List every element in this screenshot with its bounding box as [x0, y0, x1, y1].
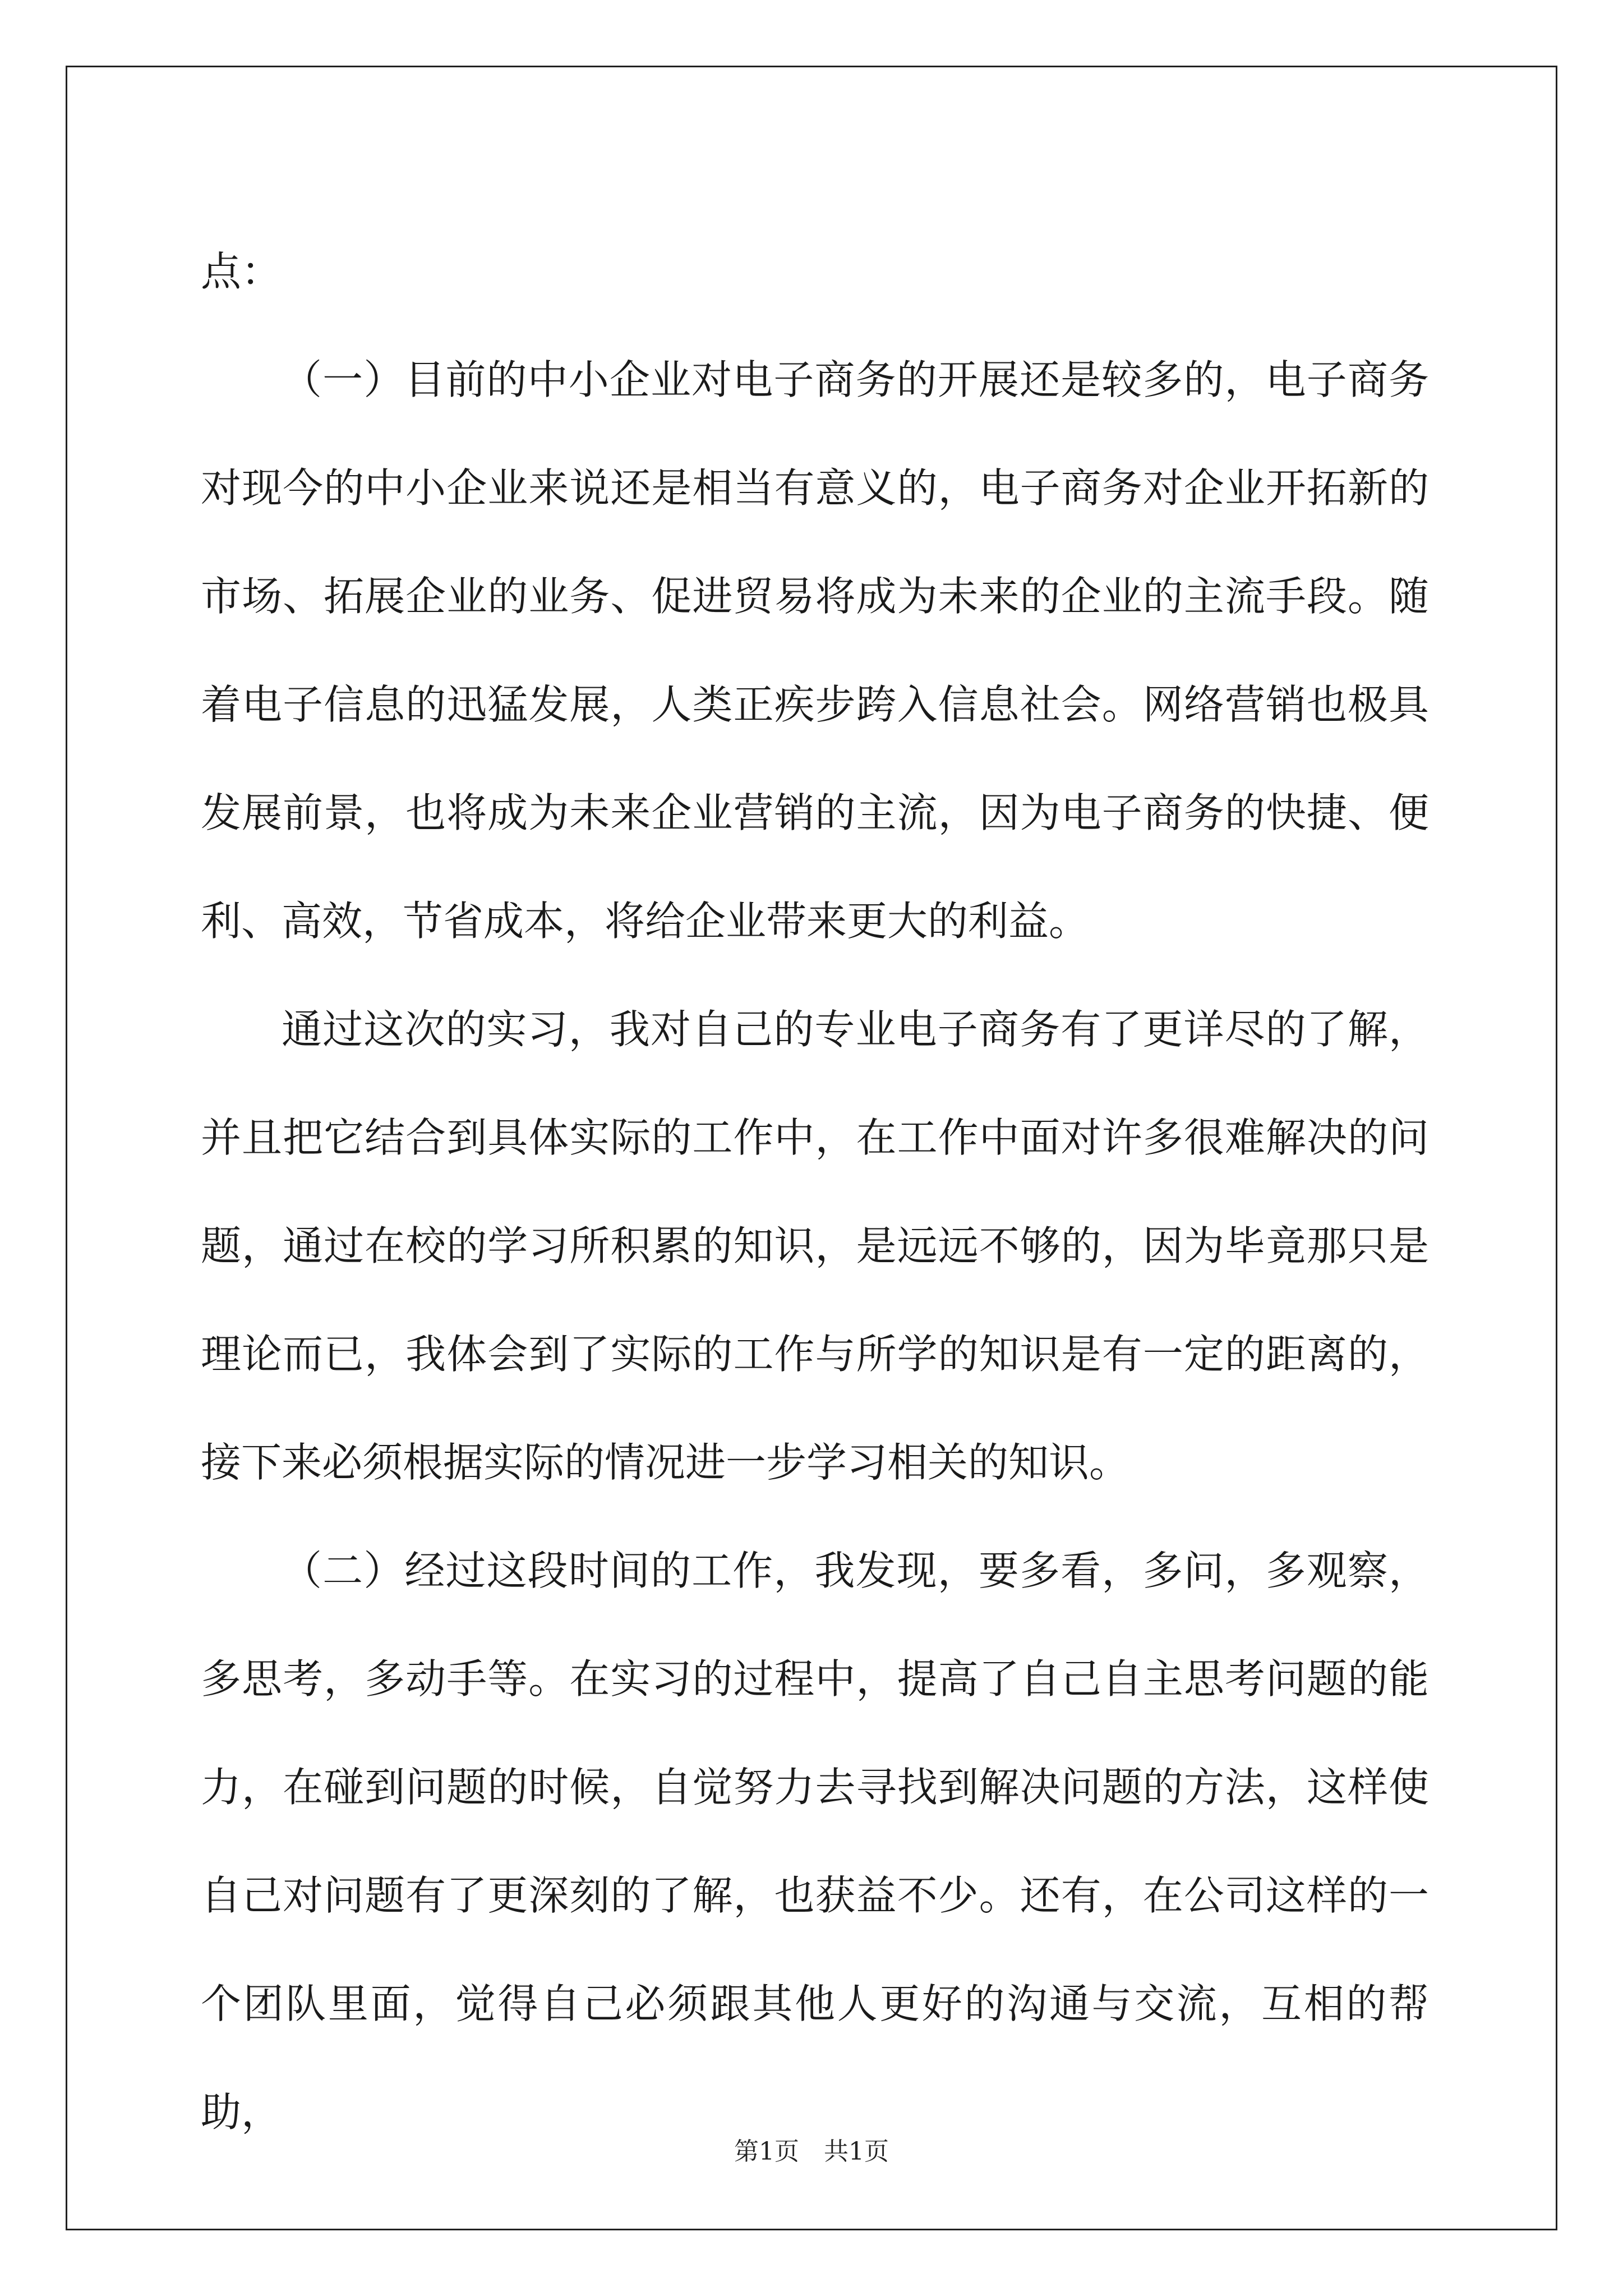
paragraph-2: （一）目前的中小企业对电子商务的开展还是较多的，电子商务对现今的中小企业来说还是相当有意义的，电子商务对企业开拓新的市场、拓展企业的业务、促进贸易将成为未来的企业的主流手段。随着电子信息的迅猛发展，人类正疾步跨入信息社会。网络营销也极具发展前景，也将成为未来企业营销的主流，因为电子商务的快捷、便利、高效，节省成本，将给企业带来更大的利益。: [201, 356, 1429, 945]
document-body: [201, 218, 1429, 2166]
paragraph-3: 通过这次的实习，我对自己的专业电子商务有了更详尽的了解，并且把它结合到具体实际的工作中，在工作中面对许多很难解决的问题，通过在校的学习所积累的知识，是远远不够的，因为毕竟那只是理论而已，我体会到了实际的工作与所学的知识是有一定的距离的，接下来必须根据实际的情况进一步学习相关的知识。: [201, 1006, 1429, 1486]
page-footer: [0, 2135, 1623, 2169]
page-total: 共1页: [824, 2137, 889, 2166]
paragraph-4: （二）经过这段时间的工作，我发现，要多看，多问，多观察，多思考，多动手等。在实习的过程中，提高了自己自主思考问题的能力，在碰到问题的时候，自觉努力去寻找到解决问题的方法，这样使自己对问题有了更深刻的了解，也获益不少。还有，在公司这样的一个团队里面，觉得自己必须跟其他人更好的沟通与交流，互相的帮助，: [201, 1547, 1429, 2136]
page-number: 第1页: [734, 2137, 799, 2166]
paragraph-1: 点：: [201, 248, 282, 295]
